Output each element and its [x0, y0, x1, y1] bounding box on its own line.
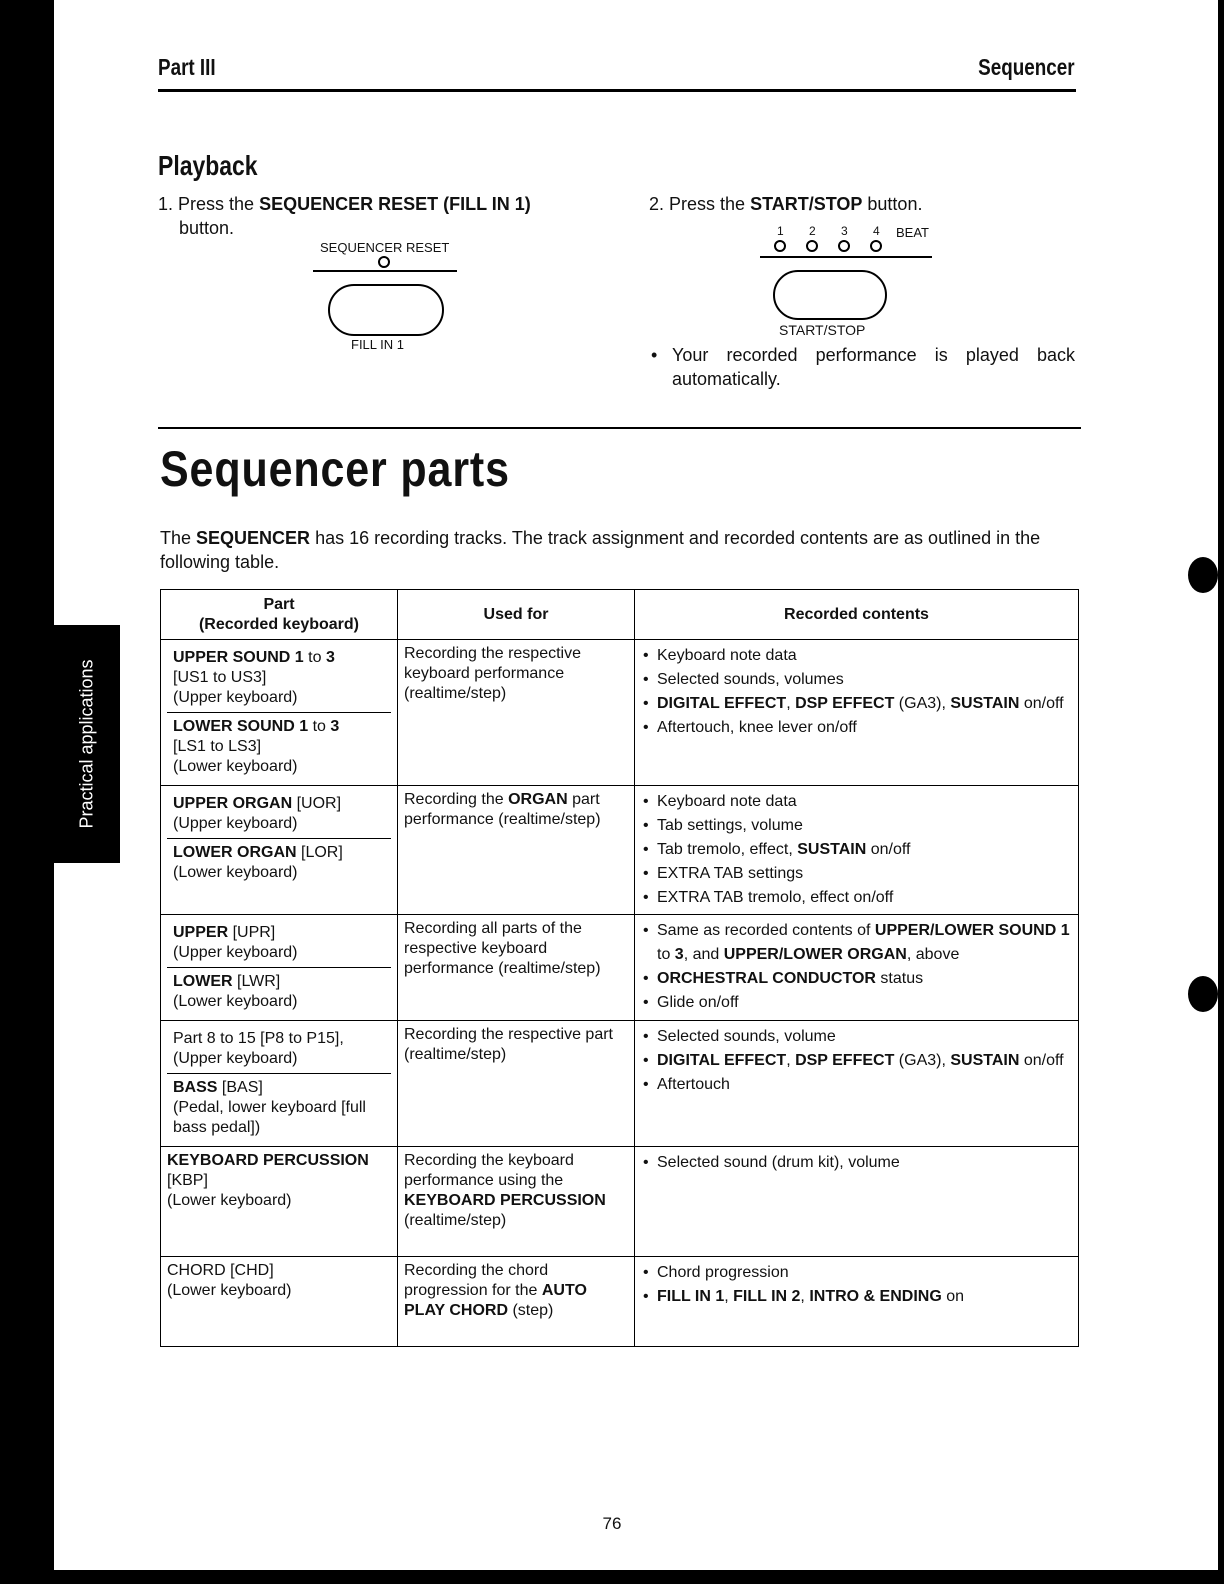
beat-led-2 — [806, 240, 818, 252]
section-intro: The SEQUENCER has 16 recording tracks. The track assignment and recorded contents are as outlined in the following table. — [160, 528, 1041, 572]
list-item: • Selected sounds, volume — [641, 1025, 1072, 1049]
contents-cell — [635, 1257, 1079, 1347]
beat-led-4 — [870, 240, 882, 252]
sequencer-parts-table — [160, 589, 1079, 1347]
page-frame-left — [0, 0, 54, 1584]
playback-step-2: 2. Press the START/STOP button. — [649, 194, 923, 214]
beat-number-4: 4 — [873, 224, 880, 238]
table-row — [161, 640, 1079, 786]
playback-step-1: 1. Press the SEQUENCER RESET (FILL IN 1) button. — [158, 194, 531, 238]
part-cell: CHORD [CHD] (Lower keyboard) — [161, 1257, 398, 1347]
start-stop-button[interactable] — [773, 270, 887, 320]
contents-cell — [635, 1147, 1079, 1257]
list-item: • ORCHESTRAL CONDUCTOR status — [641, 967, 1072, 991]
page-number: 76 — [602, 1514, 622, 1533]
sequencer-reset-led — [378, 256, 390, 268]
fill-in-1-label: FILL IN 1 — [351, 337, 404, 352]
part-cell: UPPER SOUND 1 to 3 [US1 to US3] (Upper keyboard) LOWER SOUND 1 to 3 [LS1 to LS3] (Lower keyboard) — [161, 640, 398, 786]
table-row — [161, 1021, 1079, 1147]
used-for-cell: Recording the respective part (realtime/step) — [398, 1021, 635, 1147]
section-title: Sequencer parts — [160, 441, 510, 497]
table-row — [161, 1257, 1079, 1347]
header-recorded-contents: Recorded contents — [635, 590, 1079, 640]
list-item: • Same as recorded contents of UPPER/LOWER SOUND 1 to 3, and UPPER/LOWER ORGAN, above — [641, 919, 1072, 967]
header-rule — [158, 89, 1076, 92]
punch-hole-lower — [1188, 976, 1218, 1012]
table-row — [161, 786, 1079, 915]
header-chapter: Sequencer — [978, 54, 1075, 80]
used-for-cell: Recording all parts of the respective keyboard performance (realtime/step) — [398, 915, 635, 1021]
punch-hole-upper — [1188, 557, 1218, 593]
beat-number-1: 1 — [777, 224, 784, 238]
list-item: • EXTRA TAB settings — [641, 862, 1072, 886]
table-header-row — [161, 590, 1079, 640]
beat-led-3 — [838, 240, 850, 252]
start-stop-label: START/STOP — [779, 322, 866, 338]
list-item: • Tab settings, volume — [641, 814, 1072, 838]
contents-cell — [635, 1021, 1079, 1147]
list-item: • Tab tremolo, effect, SUSTAIN on/off — [641, 838, 1072, 862]
section-rule — [158, 427, 1081, 429]
list-item: • Selected sounds, volumes — [641, 668, 1072, 692]
contents-cell — [635, 786, 1079, 915]
table-row — [161, 915, 1079, 1021]
used-for-cell: Recording the chord progression for the AUTO PLAY CHORD (step) — [398, 1257, 635, 1347]
part-cell: UPPER [UPR] (Upper keyboard) LOWER [LWR] (Lower keyboard) — [161, 915, 398, 1021]
list-item: • Keyboard note data — [641, 790, 1072, 814]
list-item: • EXTRA TAB tremolo, effect on/off — [641, 886, 1072, 910]
playback-bullet: • Your recorded performance is played back automatically. — [651, 345, 1075, 389]
beat-number-2: 2 — [809, 224, 816, 238]
header-part: Part III — [158, 54, 216, 80]
list-item: • DIGITAL EFFECT, DSP EFFECT (GA3), SUSTAIN on/off — [641, 692, 1072, 716]
beat-number-3: 3 — [841, 224, 848, 238]
contents-cell — [635, 915, 1079, 1021]
sequencer-reset-rule — [313, 270, 457, 272]
list-item: • Chord progression — [641, 1261, 1072, 1285]
list-item: • Selected sound (drum kit), volume — [641, 1151, 1072, 1175]
used-for-cell: Recording the respective keyboard performance (realtime/step) — [398, 640, 635, 786]
used-for-cell: Recording the keyboard performance using the KEYBOARD PERCUSSION (realtime/step) — [398, 1147, 635, 1257]
header-part: Part (Recorded keyboard) — [161, 590, 398, 640]
used-for-cell: Recording the ORGAN part performance (realtime/step) — [398, 786, 635, 915]
list-item: • Aftertouch, knee lever on/off — [641, 716, 1072, 740]
table-row — [161, 1147, 1079, 1257]
beat-label: BEAT — [896, 225, 929, 240]
part-cell: UPPER ORGAN [UOR] (Upper keyboard) LOWER ORGAN [LOR] (Lower keyboard) — [161, 786, 398, 915]
list-item: • Glide on/off — [641, 991, 1072, 1015]
beat-rule — [760, 256, 932, 258]
sequencer-reset-label: SEQUENCER RESET — [320, 240, 450, 255]
list-item: • Keyboard note data — [641, 644, 1072, 668]
page-frame-right — [1218, 0, 1224, 1584]
list-item: • DIGITAL EFFECT, DSP EFFECT (GA3), SUSTAIN on/off — [641, 1049, 1072, 1073]
list-item: • FILL IN 1, FILL IN 2, INTRO & ENDING on — [641, 1285, 1072, 1309]
playback-heading: Playback — [158, 150, 258, 181]
side-tab-label: Practical applications — [76, 659, 97, 829]
list-item: • Aftertouch — [641, 1073, 1072, 1097]
page-frame-bottom — [0, 1570, 1224, 1584]
header-used-for: Used for — [398, 590, 635, 640]
contents-cell — [635, 640, 1079, 786]
part-cell: Part 8 to 15 [P8 to P15], (Upper keyboard) BASS [BAS] (Pedal, lower keyboard [full bass pedal]) — [161, 1021, 398, 1147]
beat-led-1 — [774, 240, 786, 252]
fill-in-1-button[interactable] — [328, 284, 444, 336]
part-cell: KEYBOARD PERCUSSION [KBP] (Lower keyboard) — [161, 1147, 398, 1257]
